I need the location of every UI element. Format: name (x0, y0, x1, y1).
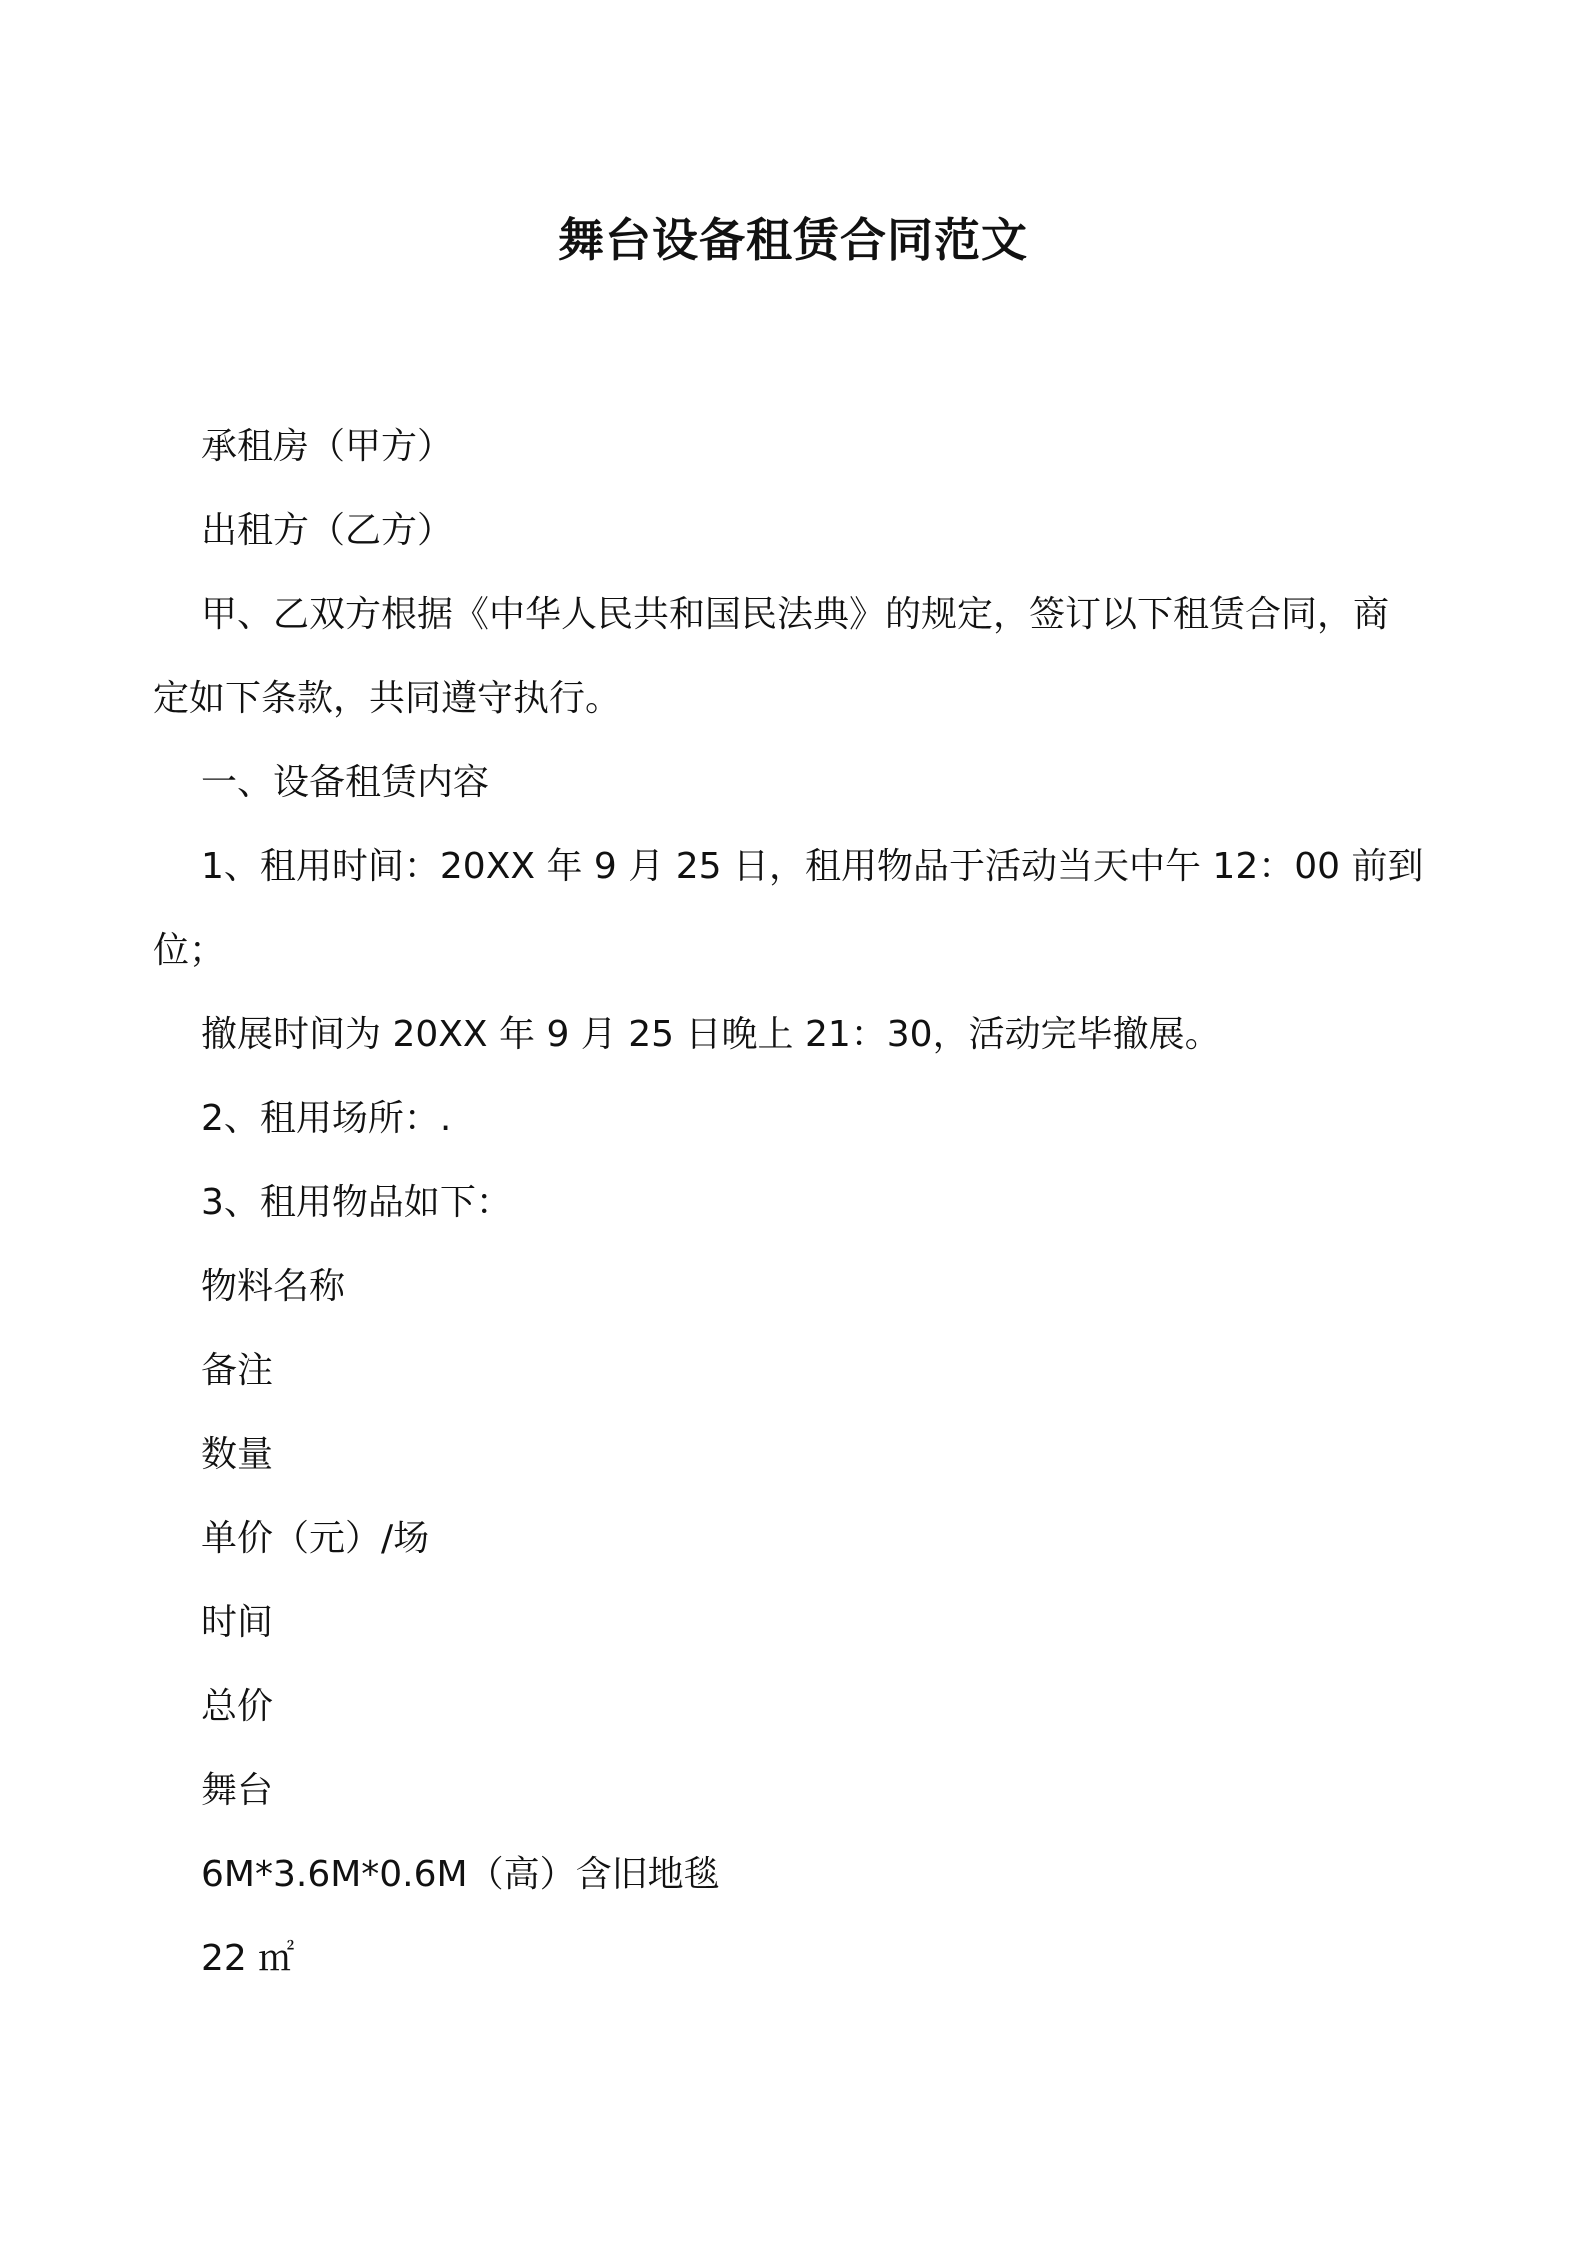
rental-venue-line: 2、租用场所：. (201, 1098, 452, 1139)
section-heading: 一、设备租赁内容 (201, 762, 490, 803)
item-stage-quantity: 22 ㎡ (201, 1938, 295, 1979)
item-field-total: 总价 (201, 1686, 274, 1727)
party-a-line: 承租房（甲方） (201, 426, 454, 467)
intro-paragraph-line-2: 定如下条款，共同遵守执行。 (153, 678, 622, 719)
intro-paragraph-line-1: 甲、乙双方根据《中华人民共和国民法典》的规定，签订以下租赁合同，商 (201, 594, 1390, 635)
document-body (153, 405, 1443, 2001)
party-b-line: 出租方（乙方） (201, 510, 454, 551)
teardown-time-line: 撤展时间为 20XX 年 9 月 25 日晚上 21：30，活动完毕撤展。 (201, 1014, 1221, 1055)
rental-time-line-2: 位； (153, 930, 226, 971)
rental-items-heading: 3、租用物品如下： (201, 1182, 512, 1223)
item-stage-remark: 6M*3.6M*0.6M（高）含旧地毯 (201, 1854, 720, 1895)
document-title: 舞台设备租赁合同范文 (558, 213, 1028, 267)
item-field-name: 物料名称 (201, 1266, 346, 1307)
item-field-time: 时间 (201, 1602, 274, 1643)
item-field-quantity: 数量 (201, 1434, 274, 1475)
rental-time-line-1: 1、租用时间：20XX 年 9 月 25 日，租用物品于活动当天中午 12：00 前到 (201, 846, 1424, 887)
item-stage-name: 舞台 (201, 1770, 274, 1811)
item-field-remark: 备注 (201, 1350, 274, 1391)
item-field-unit-price: 单价（元）/场 (201, 1518, 430, 1559)
